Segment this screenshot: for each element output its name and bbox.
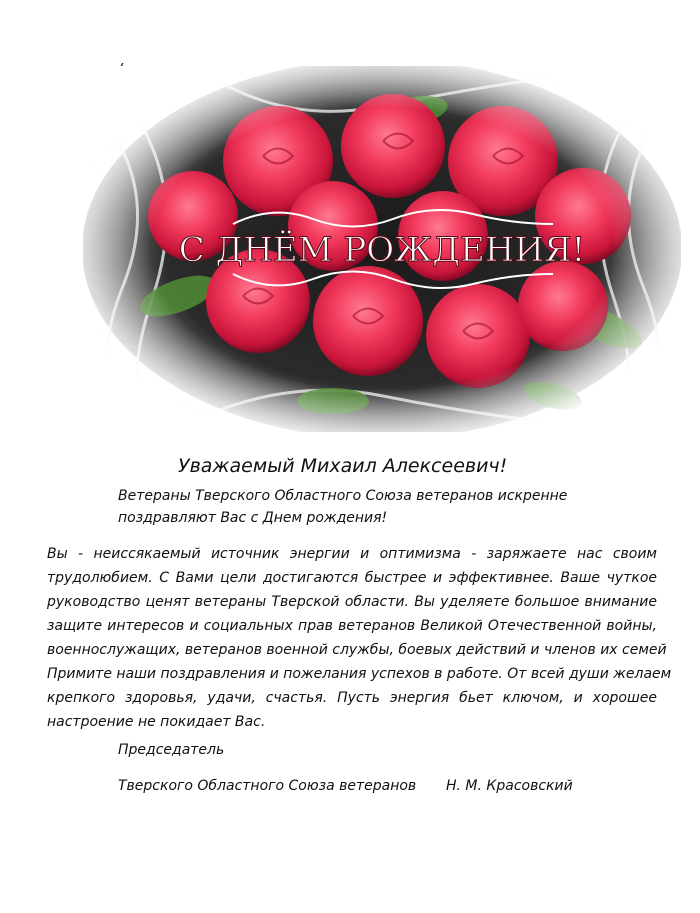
birthday-roses-image — [83, 66, 681, 432]
body-line: защите интересов и социальных прав ветеранов Великой Отечественной войны, — [47, 618, 657, 634]
intro-line: поздравляют Вас с Днем рождения! — [118, 510, 388, 526]
body-line: трудолюбием. С Вами цели достигаются быстрее и эффективнее. Ваше чуткое — [47, 570, 657, 586]
body-line: Вы - неиссякаемый источник энергии и оптимизма - заряжаете нас своим — [47, 546, 657, 562]
body-line: военнослужащих, ветеранов военной службы, боевых действий и членов их семей — [47, 642, 667, 658]
signature-organization: Тверского Областного Союза ветеранов — [118, 778, 417, 794]
intro-line: Ветераны Тверского Областного Союза ветеранов искренне — [118, 488, 568, 504]
greeting-heading: Уважаемый Михаил Алексеевич! — [178, 455, 508, 477]
body-line: руководство ценят ветераны Тверской области. Вы уделяете большое внимание — [47, 594, 657, 610]
body-line: крепкого здоровья, удачи, счастья. Пусть энергия бьет ключом, и хорошее — [47, 690, 657, 706]
signature-name: Н. М. Красовский — [446, 778, 573, 794]
signature-title: Председатель — [118, 742, 225, 758]
body-line: настроение не покидает Вас. — [47, 714, 266, 730]
body-line: Примите наши поздравления и пожелания успехов в работе. От всей души желаем — [47, 666, 672, 682]
intro-paragraph — [118, 485, 638, 529]
letter-body — [47, 542, 672, 734]
